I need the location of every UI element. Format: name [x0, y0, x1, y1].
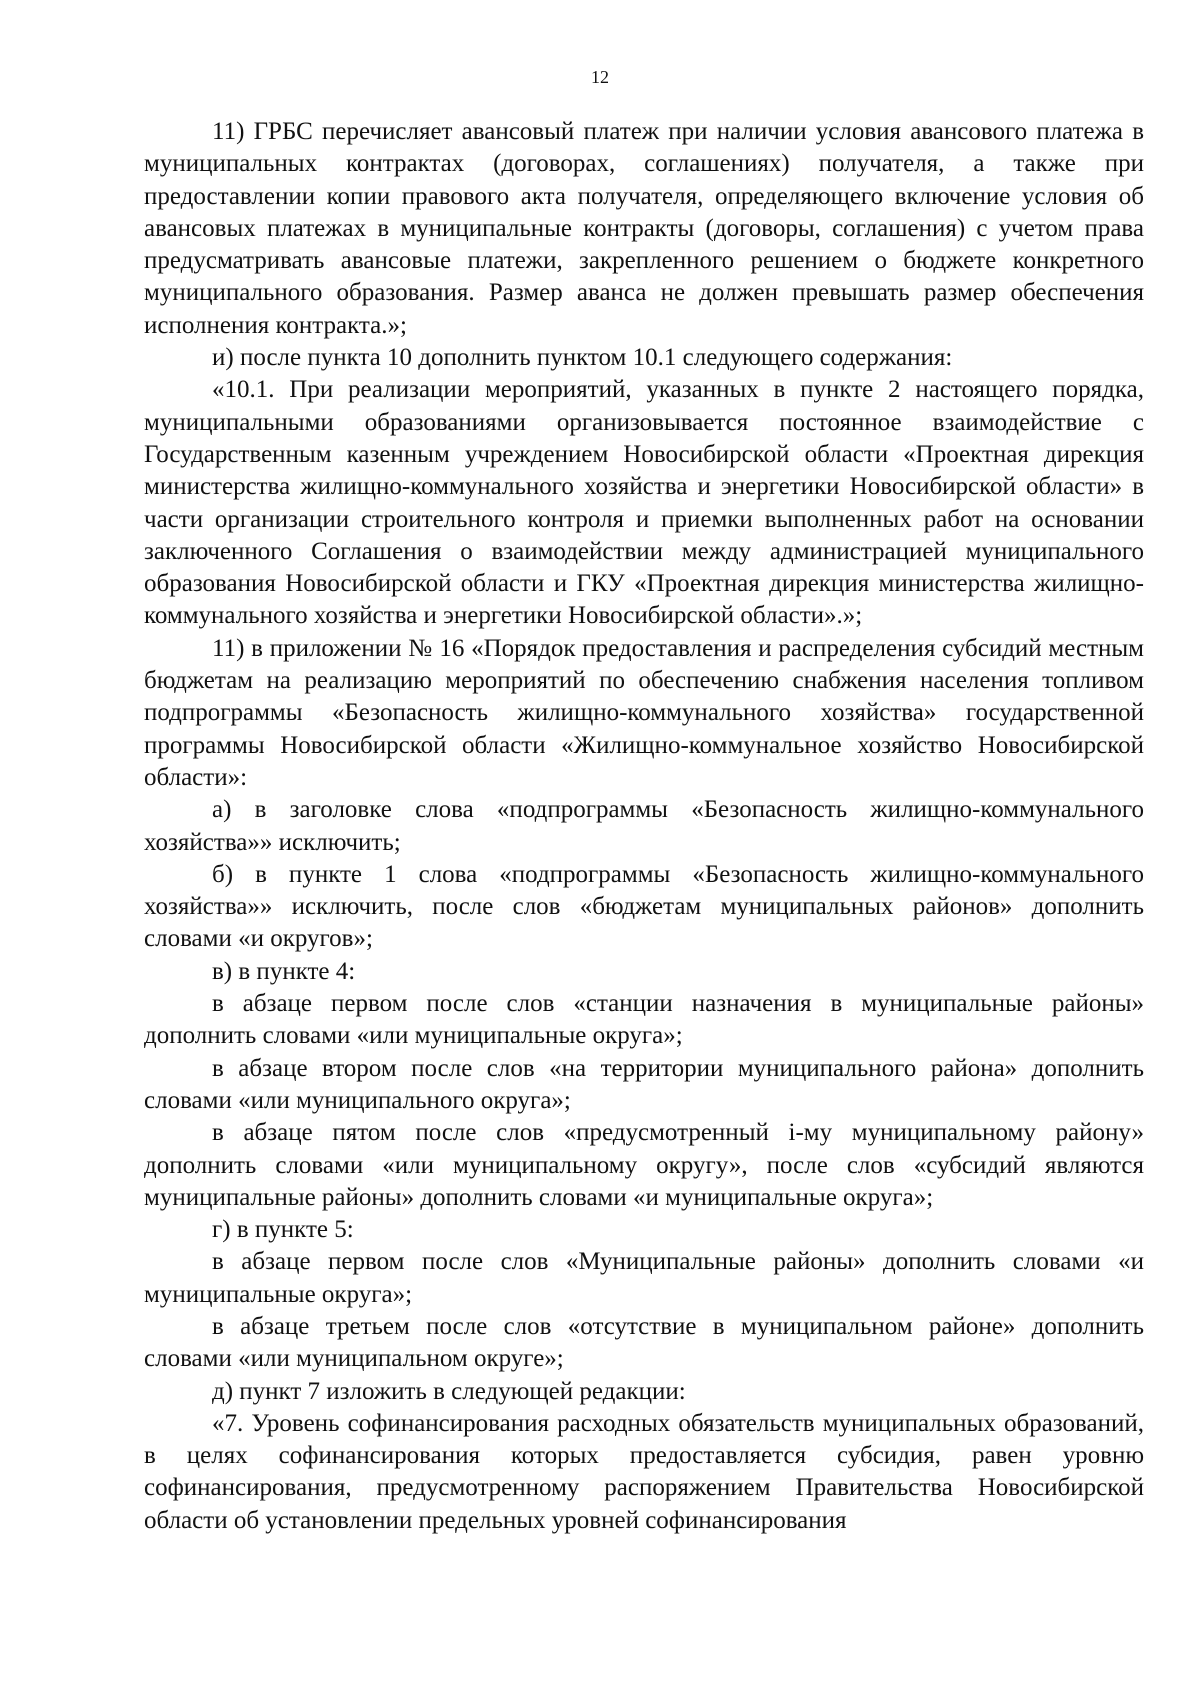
paragraph: а) в заголовке слова «подпрограммы «Безопасность жилищно-коммунального хозяйства»» исключить;: [144, 796, 1144, 856]
paragraph: б) в пункте 1 слова «подпрограммы «Безопасность жилищно-коммунального хозяйства»» исключить, после слов «бюджетам муниципальных районов» дополнить словами «и округов»;: [144, 860, 1144, 953]
page-number: 12: [591, 67, 609, 87]
paragraph: 11) в приложении № 16 «Порядок предоставления и распределения субсидий местным бюджетам на реализацию мероприятий по обеспечению снабжения населения топливом подпрограммы «Безопасность жилищно-коммунального хозяйства» государственной программы Новосибирской области «Жилищно-коммунальное хозяйство Новосибирской области»:: [144, 634, 1144, 791]
paragraph: в абзаце первом после слов «Муниципальные районы» дополнить словами «и муниципальные округа»;: [144, 1248, 1144, 1308]
document-body: [144, 116, 1144, 1537]
paragraph: в) в пункте 4:: [212, 957, 356, 985]
paragraph: «10.1. При реализации мероприятий, указанных в пункте 2 настоящего порядка, муниципальными образованиями организовывается постоянное взаимодействие с Государственным казенным учреждением Новосибирской области «Проектная дирекция министерства жилищно-коммунального хозяйства и энергетики Новосибирской области» в части организации строительного контроля и приемки выполненных работ на основании заключенного Соглашения о взаимодействии между администрацией муниципального образования Новосибирской области и ГКУ «Проектная дирекция министерства жилищно-коммунального хозяйства и энергетики Новосибирской области».»;: [144, 376, 1144, 630]
paragraph: в абзаце третьем после слов «отсутствие в муниципальном районе» дополнить словами «или муниципальном округе»;: [144, 1312, 1144, 1373]
paragraph: в абзаце первом после слов «станции назначения в муниципальные районы» дополнить словами «или муниципальные округа»;: [144, 990, 1144, 1050]
paragraph: д) пункт 7 изложить в следующей редакции:: [212, 1377, 686, 1405]
paragraph: 11) ГРБС перечисляет авансовый платеж при наличии условия авансового платежа в муниципальных контрактах (договорах, соглашениях) получателя, а также при предоставлении копии правового акта получателя, определяющего включение условия об авансовых платежах в муниципальные контракты (договоры, соглашения) с учетом права предусматривать авансовые платежи, закрепленного решением о бюджете конкретного муниципального образования. Размер аванса не должен превышать размер обеспечения исполнения контракта.»;: [144, 118, 1144, 339]
paragraph: г) в пункте 5:: [212, 1216, 354, 1244]
paragraph: и) после пункта 10 дополнить пунктом 10.1 следующего содержания:: [212, 344, 953, 372]
paragraph: в абзаце втором после слов «на территории муниципального района» дополнить словами «или муниципального округа»;: [144, 1054, 1144, 1114]
paragraph: в абзаце пятом после слов «предусмотренный i-му муниципальному району» дополнить словами «или муниципальному округу», после слов «субсидий являются муниципальные районы» дополнить словами «и муниципальные округа»;: [144, 1119, 1144, 1211]
paragraph: «7. Уровень софинансирования расходных обязательств муниципальных образований, в целях софинансирования которых предоставляется субсидия, равен уровню софинансирования, предусмотренному распоряжением Правительства Новосибирской области об установлении предельных уровней софинансирования: [144, 1409, 1144, 1534]
